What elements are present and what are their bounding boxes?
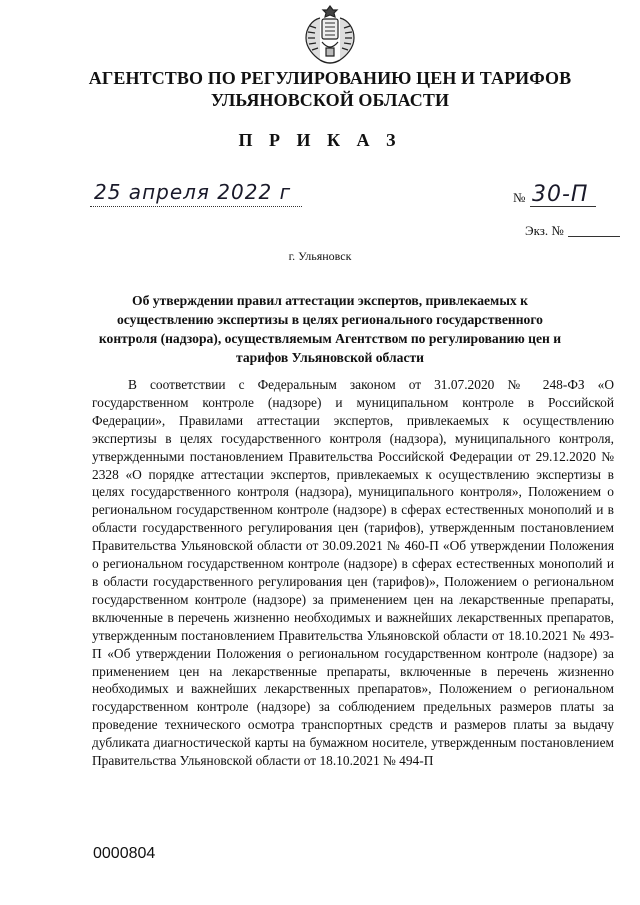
order-subject-heading: Об утверждении правил аттестации экспертов, привлекаемых к осуществлению экспертизы в целях регионального государственного контроля (надзора), осуществляемым Агентством по регулированию цен и тарифов Ульяновской области [98, 293, 562, 365]
number-sign: № [513, 190, 526, 205]
handwritten-order-number: 30-П [532, 182, 589, 207]
document-serial-code: 0000804 [93, 845, 156, 862]
handwritten-date: 25 апреля 2022 г [94, 180, 292, 204]
document-type-title: П Р И К А З [238, 130, 402, 150]
coat-of-arms-emblem-icon [298, 2, 362, 66]
agency-name-line2: УЛЬЯНОВСКОЙ ОБЛАСТИ [210, 90, 450, 110]
copy-number-line [568, 236, 620, 237]
date-underline [90, 206, 302, 207]
city-name: г. Ульяновск [288, 249, 352, 263]
number-underline [530, 206, 596, 207]
copy-number-label: Экз. № [525, 223, 564, 238]
order-body-paragraph: В соответствии с Федеральным законом от 31.07.2020 № 248-ФЗ «О государственном контроле (надзоре) и муниципальном контроле в Российской Федерации», Правилами аттестации экспертов, привлекаемых к осуществлению экспертизы в целях государственного контроля (надзора), муниципального контроля, утвержденными постановлением Правительства Российской Федерации от 29.12.2020 № 2328 «О порядке аттестации экспертов, привлекаемых к осуществлению экспертизы в целях государственного контроля (надзора), муниципального контроля», Положением о региональном государственном контроле (надзоре) в сферах естественных монополий и в области государственного регулирования цен (тарифов), утвержденным постановлением Правительства Ульяновской области от 30.09.2021 № 460-П «Об утверждении Положения о региональном государственном контроле (надзоре) в сферах естественных монополий и в области государственного регулирования цен (тарифов)», Положением о региональном государственном контроле (надзоре) за применением цен на лекарственные препараты, включенные в перечень жизненно необходимых и важнейших лекарственных препаратов, утвержденным постановлением Правительства Ульяновской области от 18.10.2021 № 493-П «Об утверждении Положения о региональном государственном контроле (надзоре) за применением цен на лекарственные препараты, включенные в перечень жизненно необходимых и важнейших лекарственных препаратов», Положением о региональном государственном контроле (надзоре) за соблюдением предельных размеров платы за проведение технического осмотра транспортных средств и размеров платы за выдачу дубликата диагностической карты на бумажном носителе, утвержденным постановлением Правительства Ульяновской области от 18.10.2021 № 494-П [92, 377, 614, 769]
agency-name-line1: АГЕНТСТВО ПО РЕГУЛИРОВАНИЮ ЦЕН И ТАРИФОВ [88, 68, 572, 88]
